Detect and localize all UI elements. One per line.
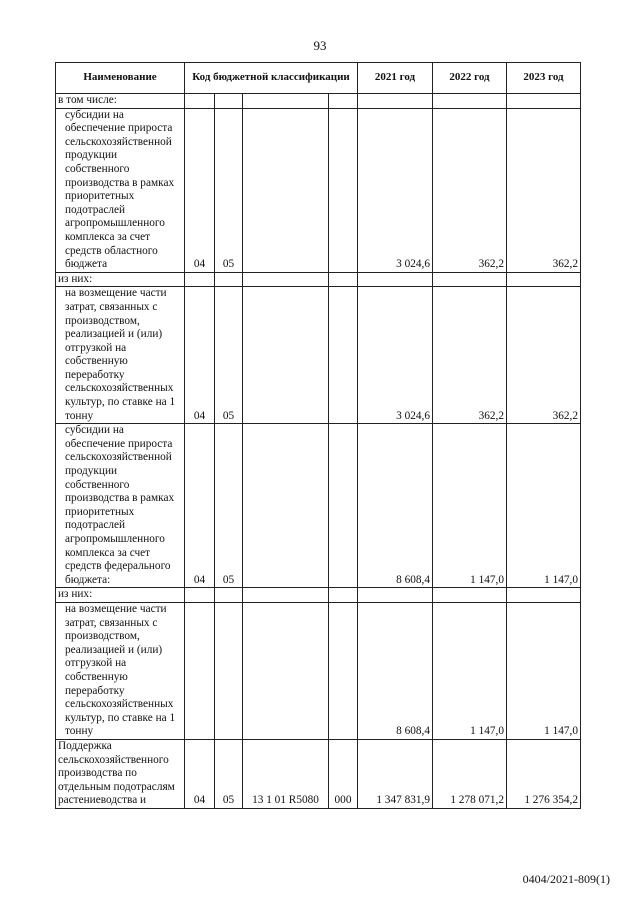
cell-expense-type: 000	[329, 739, 358, 808]
cell-section: 04	[185, 424, 215, 588]
document-code: 0404/2021-809(1)	[522, 872, 610, 886]
cell-subsection: 05	[215, 287, 243, 424]
cell-section	[185, 588, 215, 603]
cell-2023: 1 147,0	[507, 424, 581, 588]
cell-target-article	[243, 108, 329, 272]
cell-expense-type	[329, 287, 358, 424]
cell-name: в том числе:	[56, 94, 185, 109]
cell-2021: 8 608,4	[358, 602, 433, 739]
cell-name: на возмещение части затрат, связанных с производством, реализацией и (или) отгрузкой на собственную переработку сельскохозяйственных культур, по ставке на 1 тонну	[56, 287, 185, 424]
cell-section	[185, 272, 215, 287]
table-row	[56, 108, 581, 272]
cell-2022: 362,2	[433, 287, 507, 424]
cell-target-article	[243, 602, 329, 739]
cell-section: 04	[185, 739, 215, 808]
cell-2021	[358, 588, 433, 603]
cell-2022: 362,2	[433, 108, 507, 272]
cell-2023: 1 276 354,2	[507, 739, 581, 808]
header-name: Наименование	[56, 63, 185, 94]
cell-2022: 1 147,0	[433, 602, 507, 739]
cell-expense-type	[329, 588, 358, 603]
cell-section	[185, 94, 215, 109]
cell-2023	[507, 94, 581, 109]
cell-2021	[358, 94, 433, 109]
cell-name: на возмещение части затрат, связанных с производством, реализацией и (или) отгрузкой на собственную переработку сельскохозяйственных культур, по ставке на 1 тонну	[56, 602, 185, 739]
cell-target-article	[243, 94, 329, 109]
cell-subsection	[215, 94, 243, 109]
cell-subsection: 05	[215, 739, 243, 808]
cell-name: субсидии на обеспечение прироста сельскохозяйственной продукции собственного производства в рамках приоритетных подотраслей агропромышленного комплекса за счет средств областного бюджета	[56, 108, 185, 272]
cell-2022	[433, 588, 507, 603]
cell-2021	[358, 272, 433, 287]
cell-2022: 1 147,0	[433, 424, 507, 588]
cell-2021: 8 608,4	[358, 424, 433, 588]
cell-2023: 1 147,0	[507, 602, 581, 739]
cell-2022: 1 278 071,2	[433, 739, 507, 808]
header-2021: 2021 год	[358, 63, 433, 94]
table-row	[56, 602, 581, 739]
cell-target-article	[243, 272, 329, 287]
budget-table	[55, 62, 581, 809]
table-row	[56, 588, 581, 603]
table-header-row	[56, 63, 581, 94]
cell-target-article	[243, 588, 329, 603]
table-row	[56, 739, 581, 808]
cell-2021: 1 347 831,9	[358, 739, 433, 808]
cell-subsection	[215, 272, 243, 287]
cell-2021: 3 024,6	[358, 108, 433, 272]
cell-2023: 362,2	[507, 108, 581, 272]
cell-name: из них:	[56, 272, 185, 287]
cell-target-article	[243, 287, 329, 424]
cell-name: субсидии на обеспечение прироста сельскохозяйственной продукции собственного производства в рамках приоритетных подотраслей агропромышленного комплекса за счет средств федерального бюджета:	[56, 424, 185, 588]
cell-2022	[433, 272, 507, 287]
cell-2023	[507, 588, 581, 603]
cell-expense-type	[329, 108, 358, 272]
cell-name: Поддержка сельскохозяйственного производства по отдельным подотраслям растениеводства и	[56, 739, 185, 808]
cell-expense-type	[329, 94, 358, 109]
header-2023: 2023 год	[507, 63, 581, 94]
table-row	[56, 287, 581, 424]
cell-expense-type	[329, 602, 358, 739]
cell-section: 04	[185, 108, 215, 272]
page-number: 93	[313, 38, 327, 53]
table-row	[56, 94, 581, 109]
cell-name: из них:	[56, 588, 185, 603]
cell-subsection	[215, 602, 243, 739]
cell-target-article	[243, 424, 329, 588]
cell-2022	[433, 94, 507, 109]
table-row	[56, 424, 581, 588]
cell-2021: 3 024,6	[358, 287, 433, 424]
cell-expense-type	[329, 424, 358, 588]
header-code: Код бюджетной классификации	[185, 63, 358, 94]
cell-subsection: 05	[215, 108, 243, 272]
cell-2023: 362,2	[507, 287, 581, 424]
cell-2023	[507, 272, 581, 287]
cell-subsection	[215, 588, 243, 603]
table-row	[56, 272, 581, 287]
table-body	[56, 94, 581, 809]
cell-expense-type	[329, 272, 358, 287]
header-2022: 2022 год	[433, 63, 507, 94]
cell-section	[185, 602, 215, 739]
cell-section: 04	[185, 287, 215, 424]
cell-subsection: 05	[215, 424, 243, 588]
cell-target-article: 13 1 01 R5080	[243, 739, 329, 808]
